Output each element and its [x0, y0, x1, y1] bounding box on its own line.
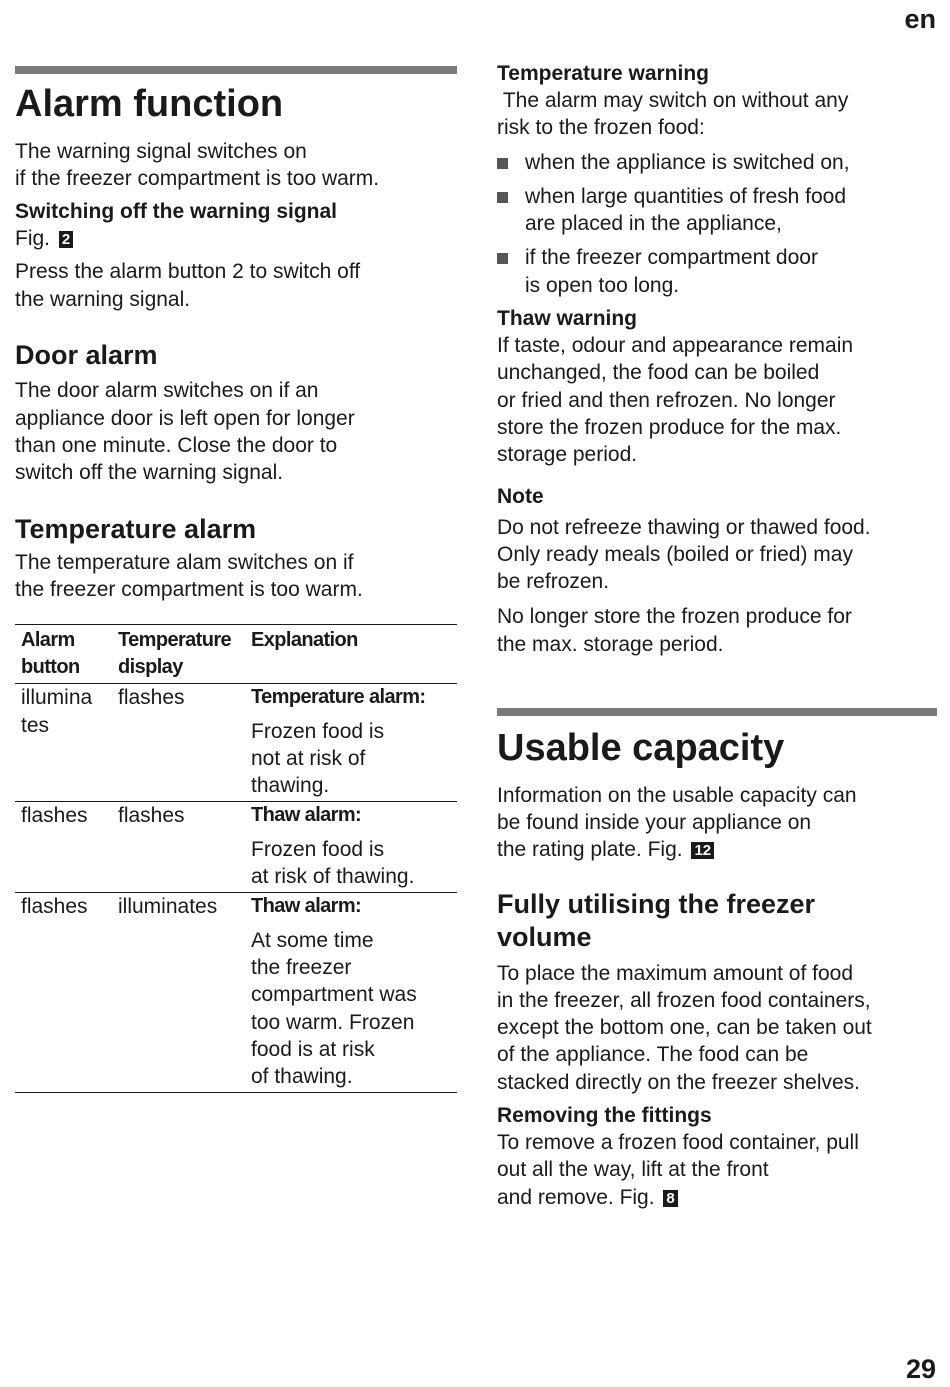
cell-explanation — [245, 684, 457, 802]
alarm-table — [15, 624, 457, 1094]
fully-utilising-title: Fully utilising the freezer volume — [497, 888, 816, 952]
header-explanation: Explanation — [251, 628, 358, 651]
temperature-warning-list — [497, 149, 937, 299]
switch-off-fig-ref — [15, 225, 457, 252]
usable-capacity-body: Information on the usable capacity can be found inside your appliance on the rating plate. Fig. — [497, 783, 857, 862]
table-row — [15, 802, 457, 893]
section-rule — [497, 708, 937, 716]
explanation-title: Thaw alarm: — [251, 895, 362, 918]
fig-number-badge: 12 — [691, 842, 714, 859]
cell-explanation — [245, 893, 457, 1093]
alarm-table-header — [15, 624, 457, 684]
cell-alarm-button: flashes — [21, 804, 88, 828]
door-alarm-title: Door alarm — [15, 340, 158, 371]
fig-label: Fig. — [15, 227, 51, 251]
left-column — [15, 0, 457, 1093]
switch-off-text: Press the alarm button 2 to switch off the warning signal. — [15, 260, 361, 311]
page-number: 29 — [905, 1354, 936, 1384]
temperature-alarm-title: Temperature alarm — [15, 513, 257, 544]
fig-number-badge: 8 — [663, 1190, 677, 1207]
removing-fittings-body: To remove a frozen food container, pull out all the way, lift at the front and remove. Fig. — [497, 1131, 859, 1209]
table-row — [15, 893, 457, 1093]
list-item-text: when the appliance is switched on, — [525, 150, 850, 174]
explanation-text: At some time the freezer compartment was too warm. Frozen food is at risk of thawing. — [251, 928, 417, 1089]
header-temperature-display: Temperature display — [118, 628, 232, 678]
note-text-1: Do not refreeze thawing or thawed food. Only ready meals (boiled or fried) may be refrozen. — [497, 515, 871, 594]
language-label: en — [904, 4, 936, 34]
section-rule — [15, 66, 457, 74]
fig-number-badge: 2 — [59, 231, 73, 248]
thaw-warning-heading: Thaw warning — [497, 307, 638, 331]
removing-fittings-text — [497, 1129, 937, 1211]
usable-capacity-text — [497, 782, 937, 864]
alarm-function-title: Alarm function — [15, 83, 284, 125]
temperature-warning-heading: Temperature warning — [497, 62, 709, 85]
explanation-title: Thaw alarm: — [251, 804, 362, 827]
note-heading: Note — [497, 484, 544, 508]
bullet-square-icon — [497, 253, 508, 264]
removing-fittings-heading: Removing the fittings — [497, 1104, 712, 1128]
cell-alarm-button: flashes — [21, 895, 88, 919]
bullet-square-icon — [497, 158, 508, 169]
list-item-text: if the freezer compartment door is open too long. — [525, 246, 818, 297]
list-item — [497, 244, 937, 299]
cell-temperature-display: flashes — [118, 804, 185, 828]
temperature-warning-intro: The alarm may switch on without any risk to the frozen food: — [497, 89, 849, 140]
cell-temperature-display: illuminates — [118, 895, 218, 919]
cell-explanation — [245, 802, 457, 893]
switch-off-heading: Switching off the warning signal — [15, 200, 338, 224]
temperature-alarm-text: The temperature alam switches on if the freezer compartment is too warm. — [15, 551, 363, 602]
explanation-text: Frozen food is at risk of thawing. — [251, 837, 415, 889]
door-alarm-text: The door alarm switches on if an appliance door is left open for longer than one minute. Close the door to switch off the warning signal. — [15, 379, 355, 485]
table-row — [15, 684, 457, 802]
note-text-2: No longer store the frozen produce for the max. storage period. — [497, 605, 852, 656]
explanation-title: Temperature alarm: — [251, 686, 426, 709]
right-column — [497, 0, 937, 1211]
list-item — [497, 183, 937, 238]
explanation-text: Frozen food is not at risk of thawing. — [251, 719, 385, 798]
alarm-function-intro: The warning signal switches on if the freezer compartment is too warm. — [15, 139, 380, 190]
cell-alarm-button: illumina tes — [21, 686, 93, 737]
fully-utilising-text: To place the maximum amount of food in the freezer, all frozen food containers, except the bottom one, can be taken out of the appliance. The food can be stacked directly on the freezer shelves. — [497, 961, 872, 1094]
list-item-text: when large quantities of fresh food are placed in the appliance, — [525, 184, 847, 236]
list-item — [497, 149, 937, 176]
cell-temperature-display: flashes — [118, 686, 185, 710]
bullet-square-icon — [497, 192, 508, 203]
thaw-warning-text: If taste, odour and appearance remain unchanged, the food can be boiled or fried and then refrozen. No longer store the frozen produce for the max. storage period. — [497, 334, 854, 467]
header-alarm-button: Alarm button — [21, 628, 80, 678]
usable-capacity-title: Usable capacity — [497, 727, 785, 770]
